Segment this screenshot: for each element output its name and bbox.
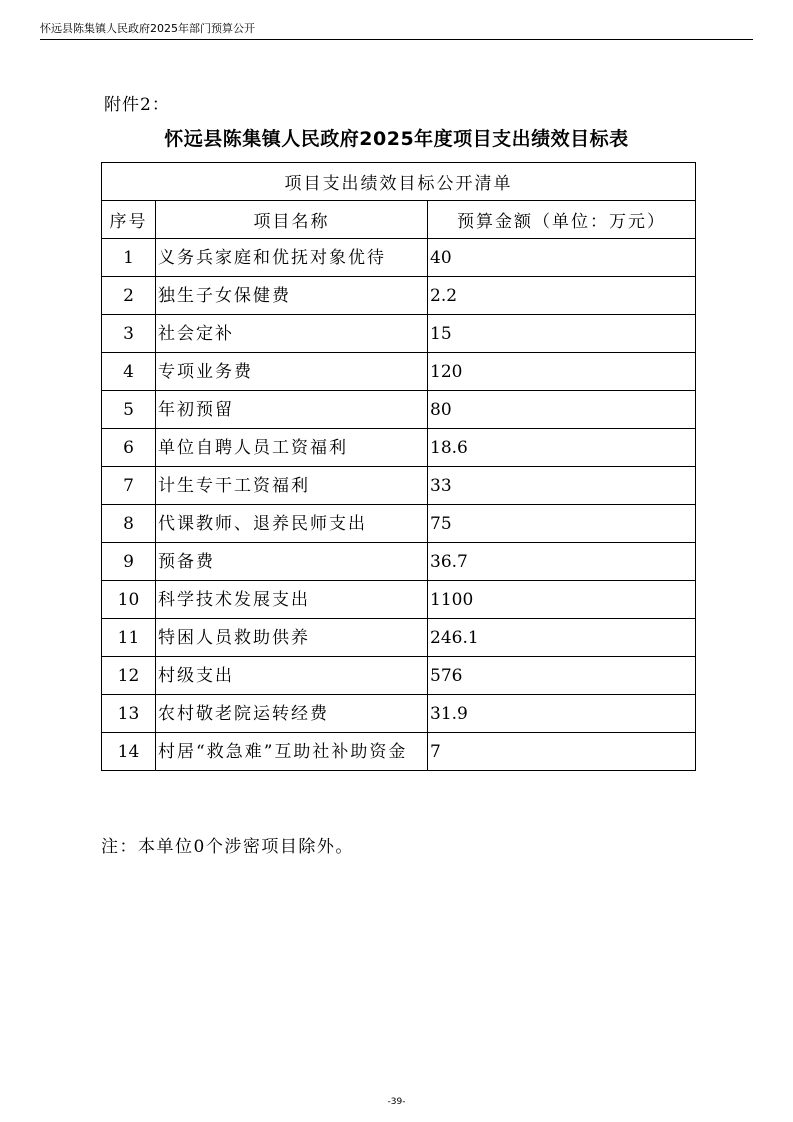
row-number: 3 <box>102 315 156 353</box>
table-caption: 项目支出绩效目标公开清单 <box>102 163 696 201</box>
performance-target-table <box>101 162 696 771</box>
row-number: 10 <box>102 581 156 619</box>
row-number: 14 <box>102 733 156 771</box>
project-name: 专项业务费 <box>156 353 428 391</box>
page-number: -39- <box>387 1097 406 1107</box>
column-header-amount: 预算金额（单位：万元） <box>428 201 696 239</box>
row-number: 9 <box>102 543 156 581</box>
project-name: 计生专干工资福利 <box>156 467 428 505</box>
table-row <box>102 543 696 581</box>
column-header-no: 序号 <box>102 201 156 239</box>
project-name: 义务兵家庭和优抚对象优待 <box>156 239 428 277</box>
table-row <box>102 505 696 543</box>
project-name: 村居“救急难”互助社补助资金 <box>156 733 428 771</box>
project-name: 特困人员救助供养 <box>156 619 428 657</box>
project-name: 科学技术发展支出 <box>156 581 428 619</box>
document-title: 怀远县陈集镇人民政府2025年度项目支出绩效目标表 <box>164 128 629 150</box>
table-row <box>102 733 696 771</box>
row-number: 12 <box>102 657 156 695</box>
project-name: 预备费 <box>156 543 428 581</box>
budget-amount: 80 <box>428 391 696 429</box>
table-row <box>102 315 696 353</box>
attachment-label: 附件2： <box>104 95 170 115</box>
budget-amount: 1100 <box>428 581 696 619</box>
project-name: 村级支出 <box>156 657 428 695</box>
table-row <box>102 429 696 467</box>
row-number: 4 <box>102 353 156 391</box>
project-name: 农村敬老院运转经费 <box>156 695 428 733</box>
budget-amount: 18.6 <box>428 429 696 467</box>
running-header: 怀远县陈集镇人民政府2025年部门预算公开 <box>40 22 255 35</box>
table-row <box>102 467 696 505</box>
row-number: 7 <box>102 467 156 505</box>
table-row <box>102 239 696 277</box>
project-name: 独生子女保健费 <box>156 277 428 315</box>
header-divider <box>40 39 753 40</box>
table-caption-row <box>102 163 696 201</box>
project-name: 社会定补 <box>156 315 428 353</box>
budget-amount: 246.1 <box>428 619 696 657</box>
row-number: 1 <box>102 239 156 277</box>
footnote: 注：本单位0个涉密项目除外。 <box>101 837 354 857</box>
budget-amount: 40 <box>428 239 696 277</box>
row-number: 2 <box>102 277 156 315</box>
budget-amount: 36.7 <box>428 543 696 581</box>
budget-amount: 31.9 <box>428 695 696 733</box>
row-number: 5 <box>102 391 156 429</box>
table-row <box>102 353 696 391</box>
table-row <box>102 657 696 695</box>
budget-amount: 33 <box>428 467 696 505</box>
budget-amount: 120 <box>428 353 696 391</box>
budget-amount: 576 <box>428 657 696 695</box>
row-number: 6 <box>102 429 156 467</box>
table-row <box>102 619 696 657</box>
budget-amount: 15 <box>428 315 696 353</box>
budget-amount: 75 <box>428 505 696 543</box>
table-row <box>102 581 696 619</box>
row-number: 8 <box>102 505 156 543</box>
project-name: 代课教师、退养民师支出 <box>156 505 428 543</box>
table-row <box>102 391 696 429</box>
table-row <box>102 277 696 315</box>
project-name: 单位自聘人员工资福利 <box>156 429 428 467</box>
project-name: 年初预留 <box>156 391 428 429</box>
row-number: 13 <box>102 695 156 733</box>
budget-amount: 2.2 <box>428 277 696 315</box>
budget-amount: 7 <box>428 733 696 771</box>
column-header-name: 项目名称 <box>156 201 428 239</box>
row-number: 11 <box>102 619 156 657</box>
table-header-row <box>102 201 696 239</box>
table-row <box>102 695 696 733</box>
